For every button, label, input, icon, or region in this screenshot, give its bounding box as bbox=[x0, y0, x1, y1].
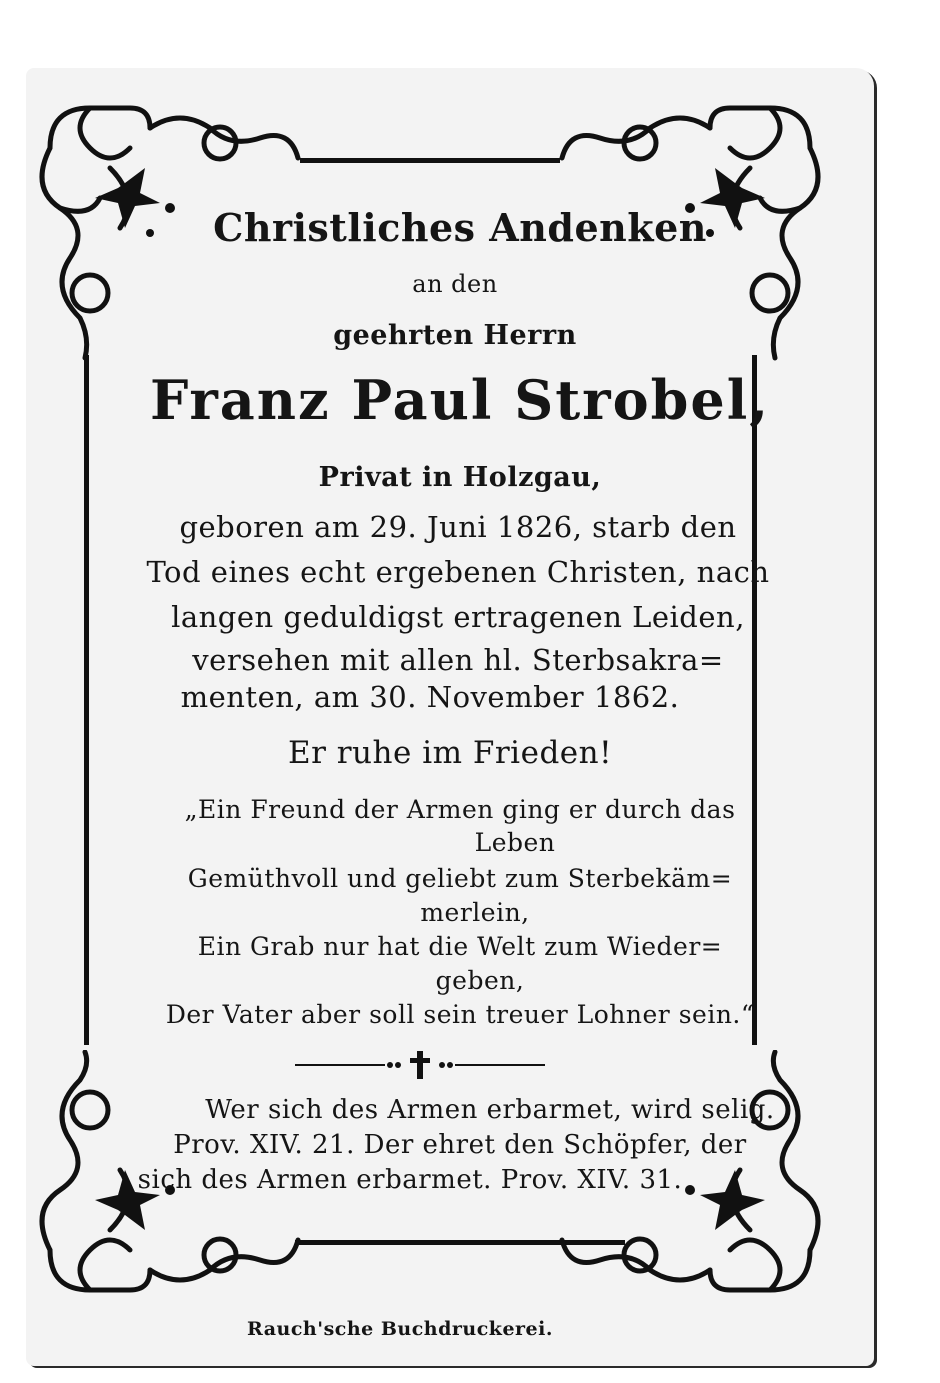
verse-line: Ein Grab nur hat die Welt zum Wieder= bbox=[197, 932, 723, 961]
verse-line: „Ein Freund der Armen ging er durch das bbox=[184, 795, 736, 824]
bio-line: menten, am 30. November 1862. bbox=[180, 680, 680, 714]
rest-in-peace: Er ruhe im Frieden! bbox=[287, 735, 613, 771]
bio-line: geboren am 29. Juni 1826, starb den bbox=[179, 510, 737, 544]
printer-credit: Rauch'sche Buchdruckerei. bbox=[247, 1318, 553, 1340]
bio-line: langen geduldigst ertragenen Leiden, bbox=[171, 600, 745, 634]
line-an-den: an den bbox=[412, 270, 498, 298]
card-title: Christliches Andenken bbox=[213, 205, 707, 250]
proverb-line: Prov. XIV. 21. Der ehret den Schöpfer, der bbox=[173, 1130, 747, 1160]
bio-line: Tod eines echt ergebenen Christen, nach bbox=[146, 555, 770, 589]
proverb-line: sich des Armen erbarmet. Prov. XIV. 31. bbox=[137, 1165, 683, 1195]
line-honorific: geehrten Herrn bbox=[333, 320, 577, 351]
proverb-line: Wer sich des Armen erbarmet, wird selig. bbox=[205, 1095, 775, 1125]
bio-line: versehen mit allen hl. Sterbsakra= bbox=[192, 643, 724, 677]
verse-line: Gemüthvoll und geliebt zum Sterbekäm= bbox=[187, 864, 733, 893]
verse-line: Der Vater aber soll sein treuer Lohner sein.“ bbox=[165, 1000, 755, 1029]
occupation: Privat in Holzgau, bbox=[318, 462, 602, 493]
cross-icon bbox=[410, 1051, 430, 1079]
verse-line: geben, bbox=[435, 966, 525, 995]
deceased-name: Franz Paul Strobel, bbox=[149, 368, 771, 432]
verse-line: merlein, bbox=[420, 898, 530, 927]
cross-divider bbox=[290, 1048, 550, 1082]
verse-line: Leben bbox=[474, 828, 556, 857]
